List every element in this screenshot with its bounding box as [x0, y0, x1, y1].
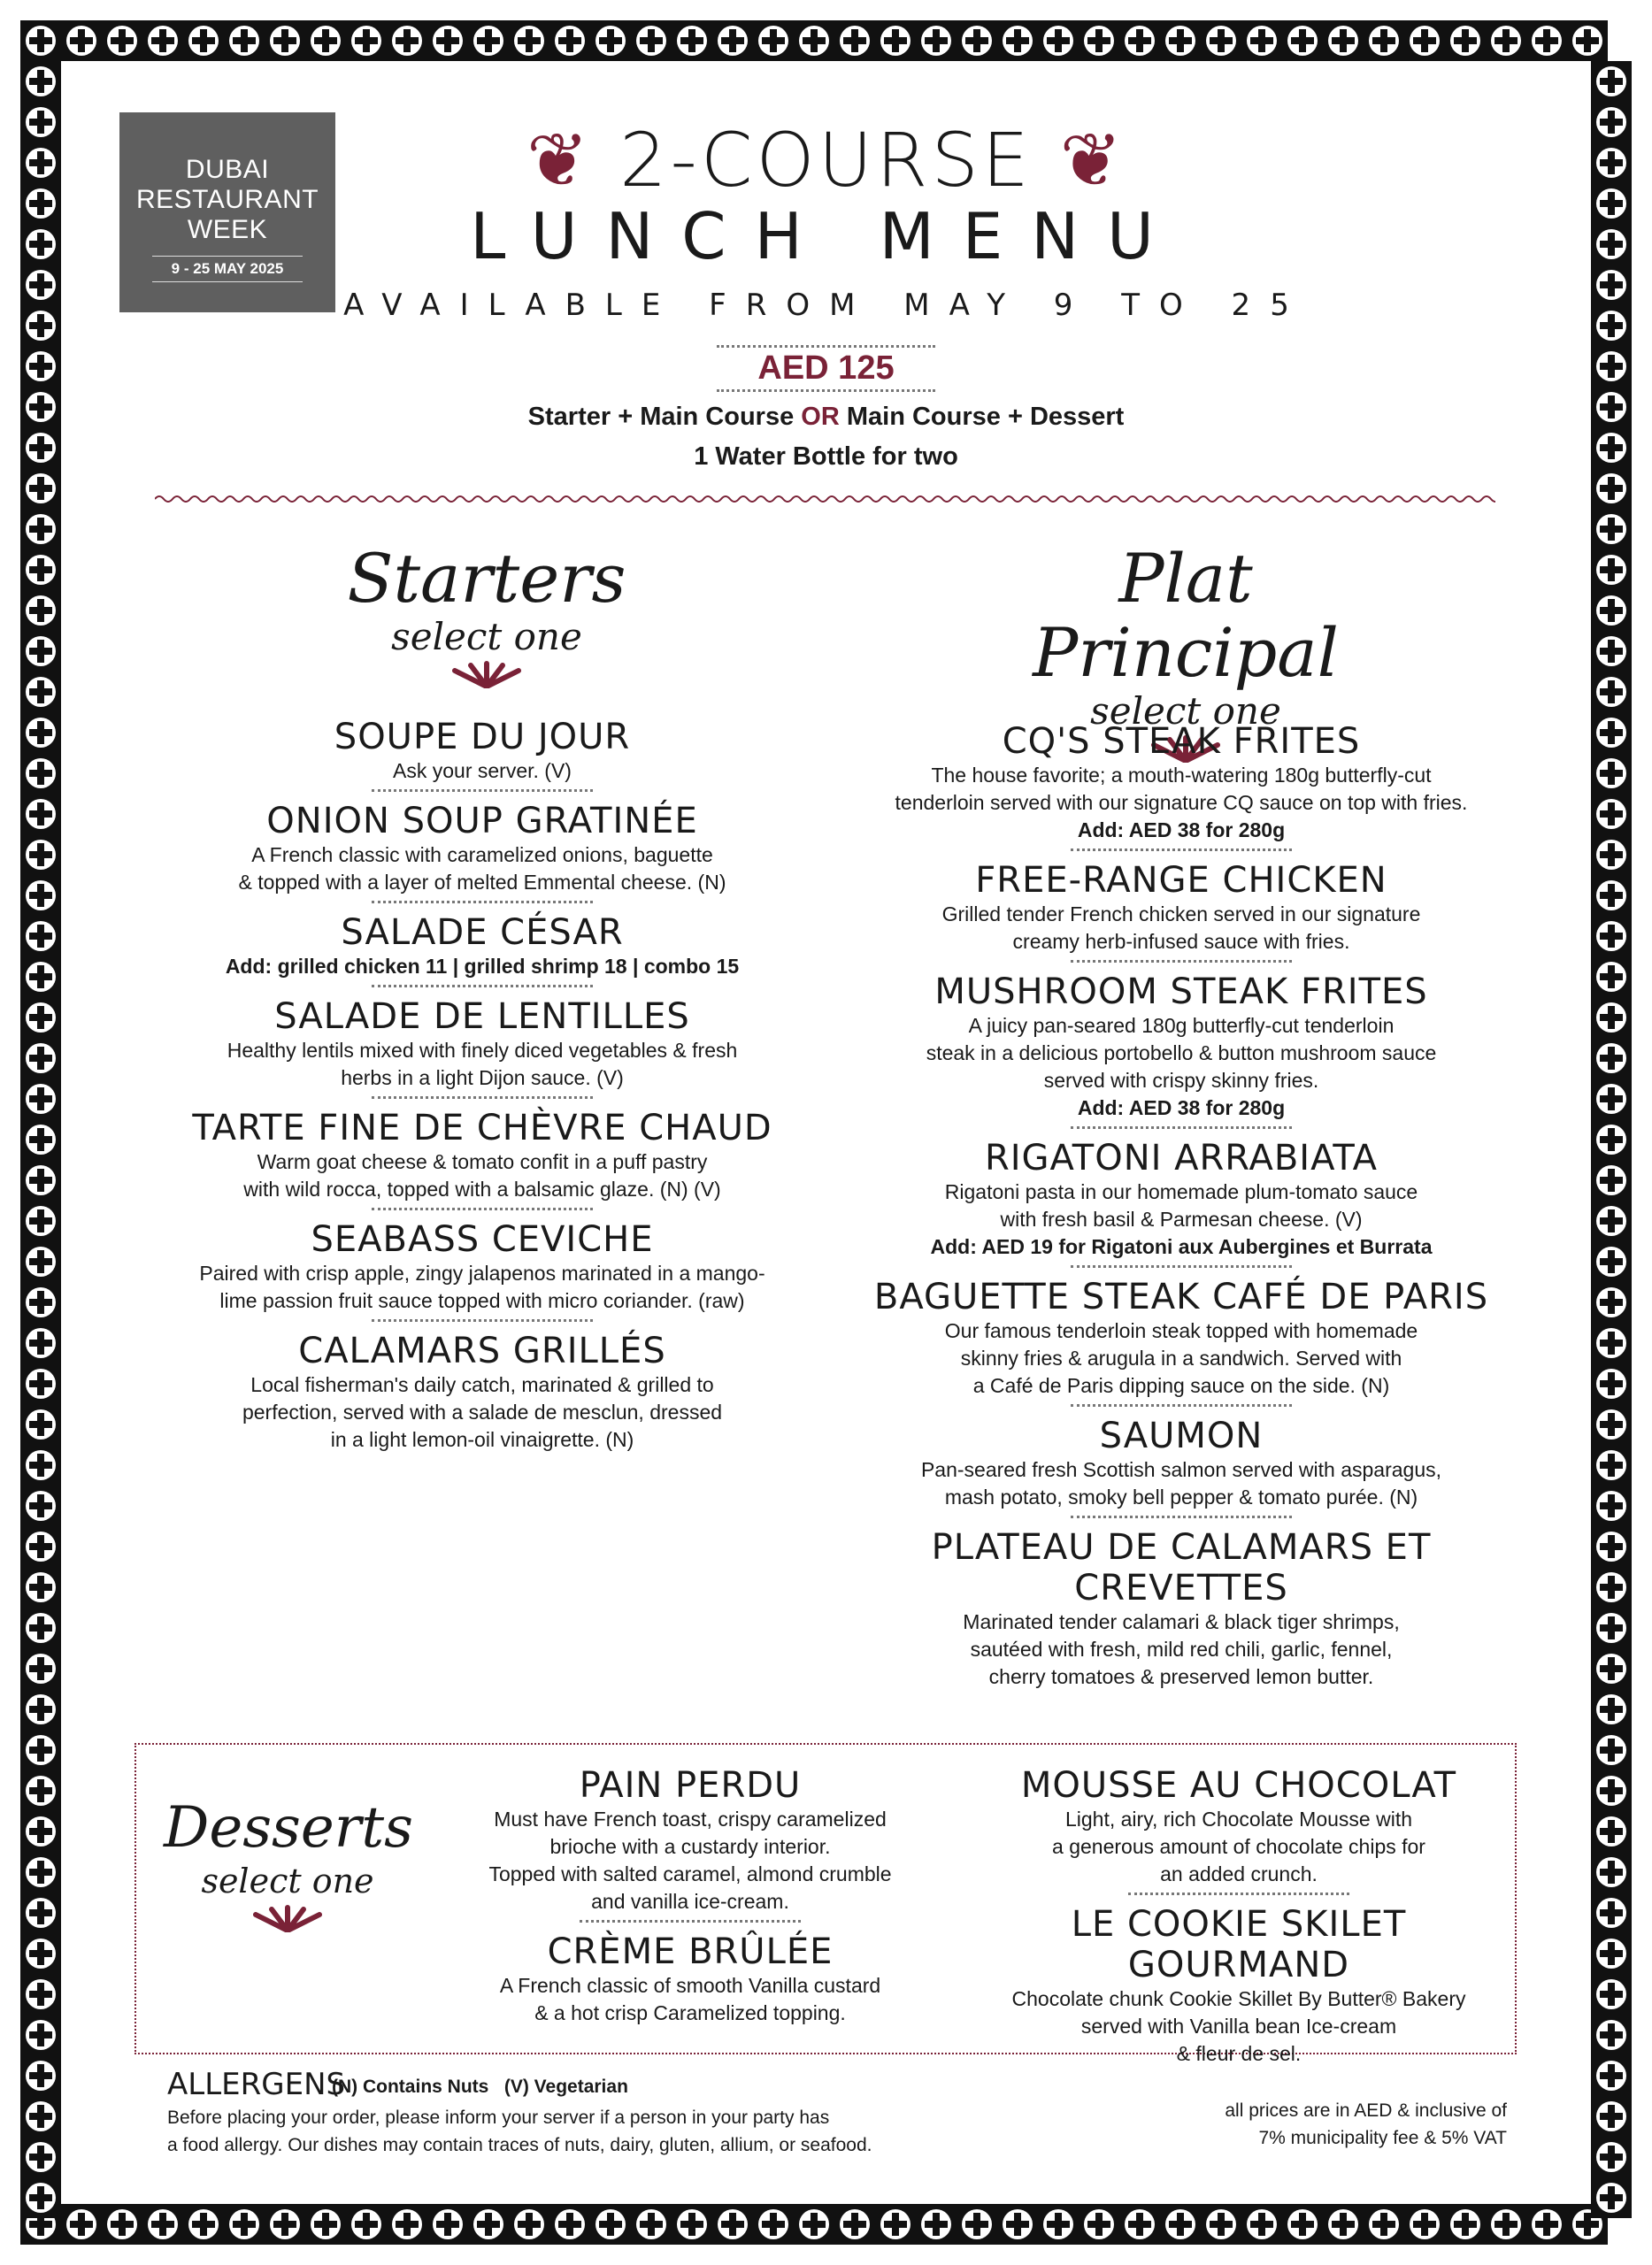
badge-line: RESTAURANT [135, 185, 319, 214]
item-addon: Add: AED 38 for 280g [1077, 1096, 1286, 1119]
item-description: Pan-seared fresh Scottish salmon served with asparagus, [920, 1458, 1442, 1481]
menu-item [827, 1277, 1535, 1407]
dotted-divider [1128, 1893, 1349, 1895]
item-description: tenderloin served with our signature CQ sauce on top with fries. [895, 791, 1468, 814]
menu-item [827, 860, 1535, 963]
item-description: Local fisherman's daily catch, marinated & grilled to [250, 1373, 714, 1396]
dotted-divider [372, 985, 593, 987]
item-description: A French classic of smooth Vanilla custard [499, 1974, 881, 1997]
item-addon: Add: AED 38 for 280g [1077, 818, 1286, 841]
badge-line: WEEK [187, 215, 268, 244]
item-description: Topped with salted caramel, almond crumble [488, 1862, 892, 1885]
ornament-right-icon: ❦ [1059, 117, 1126, 203]
item-name: PLATEAU DE CALAMARS ET CREVETTES [931, 1527, 1432, 1609]
dotted-divider [580, 1920, 801, 1923]
item-name: SEABASS CEVICHE [311, 1219, 654, 1260]
badge-line: DUBAI [185, 155, 270, 184]
item-name: TARTE FINE DE CHÈVRE CHAUD [192, 1108, 772, 1148]
price-note-line: 7% municipality fee & 5% VAT [1258, 2128, 1507, 2148]
item-addon: Add: AED 19 for Rigatoni aux Aubergines et Burrata [930, 1235, 1433, 1258]
item-description: cherry tomatoes & preserved lemon butter. [988, 1665, 1374, 1688]
menu-item [155, 996, 810, 1099]
item-name: CQ'S STEAK FRITES [1002, 721, 1361, 762]
item-name: BAGUETTE STEAK CAFÉ DE PARIS [873, 1277, 1489, 1317]
item-description: in a light lemon-oil vinaigrette. (N) [330, 1428, 634, 1451]
menu-item [155, 801, 810, 903]
item-description: Our famous tenderloin steak topped with homemade [944, 1319, 1418, 1342]
menu-item [155, 1219, 810, 1322]
item-description: lime passion fruit sauce topped with micro coriander. (raw) [219, 1289, 745, 1312]
item-description: mash potato, smoky bell pepper & tomato purée. (N) [944, 1486, 1418, 1509]
section-subtitle: select one [201, 1862, 374, 1900]
item-name: SAUMON [1099, 1416, 1264, 1456]
item-name: RIGATONI ARRABIATA [984, 1138, 1379, 1179]
section-subtitle: select one [1090, 689, 1281, 733]
starters-list [155, 708, 810, 1454]
dotted-divider [372, 901, 593, 903]
item-description: Chocolate chunk Cookie Skillet By Butter® Bakery [1011, 1987, 1466, 2010]
price-note-line: all prices are in AED & inclusive of [1225, 2100, 1507, 2121]
title-text: 2-COURSE [619, 117, 1033, 203]
item-name: LE COOKIE SKILET GOURMAND [1071, 1904, 1407, 1985]
section-title: Plat Principal [1033, 539, 1339, 692]
item-description: Healthy lentils mixed with finely diced vegetables & fresh [227, 1039, 738, 1062]
menu-item [827, 1416, 1535, 1518]
dotted-divider [1071, 960, 1292, 963]
item-description: & a hot crisp Caramelized topping. [534, 2001, 846, 2024]
item-name: PAIN PERDU [579, 1765, 802, 1806]
item-description: Ask your server. (V) [393, 759, 572, 782]
wave-divider [155, 492, 1495, 506]
menu-item [827, 721, 1535, 851]
item-description: sautéed with fresh, mild red chili, garlic, fennel, [970, 1638, 1393, 1661]
dotted-divider [1071, 848, 1292, 851]
allergen-nuts: (N) Contains Nuts [332, 2077, 489, 2097]
menu-item [425, 1931, 956, 2027]
mains-list [827, 712, 1535, 1691]
item-description: steak in a delicious portobello & button mushroom sauce [926, 1041, 1437, 1064]
desserts-list-right [964, 1756, 1513, 2068]
allergen-line: Before placing your order, please inform your server if a person in your party has [167, 2108, 830, 2128]
item-name: MOUSSE AU CHOCOLAT [1020, 1765, 1457, 1806]
item-name: SALADE CÉSAR [341, 912, 624, 953]
section-title: Starters [347, 539, 626, 618]
item-description: served with crispy skinny fries. [1043, 1069, 1319, 1092]
item-description: creamy herb-infused sauce with fries. [1012, 930, 1350, 953]
menu-item [827, 1138, 1535, 1268]
menu-subtitle: LUNCH MENU [470, 199, 1182, 273]
menu-item [155, 912, 810, 987]
menu-item [155, 717, 810, 792]
menu-item [964, 1904, 1513, 2068]
item-description: A juicy pan-seared 180g butterfly-cut tenderloin [968, 1014, 1395, 1037]
item-description: Paired with crisp apple, zingy jalapenos marinated in a mango- [199, 1262, 765, 1285]
allergen-veg: (V) Vegetarian [503, 2077, 628, 2097]
item-description: The house favorite; a mouth-watering 180g butterfly-cut [931, 764, 1432, 787]
price [0, 345, 1652, 392]
dotted-divider [1071, 1516, 1292, 1518]
price-note [1225, 2097, 1507, 2152]
item-description: a Café de Paris dipping sauce on the side. (N) [972, 1374, 1390, 1397]
desserts-heading [164, 1796, 411, 1932]
item-description: an added crunch. [1160, 1862, 1318, 1885]
allergen-line: a food allergy. Our dishes may contain traces of nuts, dairy, gluten, allium, or seafood. [167, 2135, 872, 2155]
water-note: 1 Water Bottle for two [694, 442, 958, 471]
dotted-divider [1071, 1126, 1292, 1129]
menu-item [964, 1765, 1513, 1895]
menu-item [155, 1108, 810, 1210]
menu-title [0, 117, 1652, 203]
dotted-divider [372, 1208, 593, 1210]
item-name: CRÈME BRÛLÉE [547, 1931, 834, 1972]
badge-dates: 9 - 25 MAY 2025 [152, 256, 303, 282]
item-name: SALADE DE LENTILLES [274, 996, 690, 1037]
item-description: & topped with a layer of melted Emmental cheese. (N) [238, 871, 726, 894]
item-description: with fresh basil & Parmesan cheese. (V) [1000, 1208, 1363, 1231]
item-description: a generous amount of chocolate chips for [1052, 1835, 1425, 1858]
item-description: skinny fries & arugula in a sandwich. Served with [960, 1347, 1402, 1370]
item-name: ONION SOUP GRATINÉE [266, 801, 698, 841]
item-description: and vanilla ice-cream. [591, 1890, 789, 1913]
item-description: Grilled tender French chicken served in our signature [941, 902, 1421, 925]
item-description: Must have French toast, crispy caramelized [494, 1808, 887, 1831]
dotted-divider [372, 1319, 593, 1322]
deal-or: OR [801, 403, 840, 431]
item-description: perfection, served with a salade de mesclun, dressed [242, 1401, 723, 1424]
item-name: MUSHROOM STEAK FRITES [934, 971, 1428, 1012]
item-description: served with Vanilla bean Ice-cream [1080, 2015, 1397, 2038]
item-description: with wild rocca, topped with a balsamic glaze. (N) (V) [243, 1178, 721, 1201]
item-description: Rigatoni pasta in our homemade plum-tomato sauce [944, 1180, 1418, 1203]
item-name: CALAMARS GRILLÉS [298, 1331, 666, 1371]
allergen-legend [332, 2077, 628, 2098]
price-text: AED 125 [717, 345, 934, 392]
menu-item [155, 1331, 810, 1454]
item-name: FREE-RANGE CHICKEN [975, 860, 1387, 901]
fan-ornament-icon [434, 658, 540, 688]
menu-item [827, 971, 1535, 1129]
deal-part: Starter + Main Course [527, 403, 795, 431]
item-description: herbs in a light Dijon sauce. (V) [341, 1066, 624, 1089]
dotted-divider [372, 789, 593, 792]
availability: AVAILABLE FROM MAY 9 TO 25 [343, 288, 1309, 323]
section-title: Desserts [164, 1795, 413, 1861]
dotted-divider [1071, 1404, 1292, 1407]
item-description: & fleur de sel. [1176, 2042, 1302, 2065]
dotted-divider [1071, 1265, 1292, 1268]
item-description: Marinated tender calamari & black tiger shrimps, [963, 1610, 1400, 1633]
deal-description [0, 403, 1652, 432]
menu-item [827, 1527, 1535, 1691]
starters-heading [292, 541, 681, 688]
item-addon: Add: grilled chicken 11 | grilled shrimp 18 | combo 15 [225, 955, 740, 978]
item-name: SOUPE DU JOUR [334, 717, 631, 757]
section-subtitle: select one [391, 615, 582, 658]
item-description: Light, airy, rich Chocolate Mousse with [1064, 1808, 1413, 1831]
item-description: Warm goat cheese & tomato confit in a puff pastry [257, 1150, 708, 1173]
allergen-notice [167, 2104, 872, 2159]
item-description: brioche with a custardy interior. [549, 1835, 831, 1858]
item-description: A French classic with caramelized onions, baguette [251, 843, 713, 866]
allergens-title: ALLERGENS [167, 2067, 346, 2102]
dotted-divider [372, 1096, 593, 1099]
fan-ornament-icon [234, 1902, 341, 1932]
menu-item [425, 1765, 956, 1923]
deal-part: Main Course + Dessert [846, 403, 1125, 431]
desserts-list-left [425, 1756, 956, 2027]
ornament-left-icon: ❦ [526, 117, 593, 203]
